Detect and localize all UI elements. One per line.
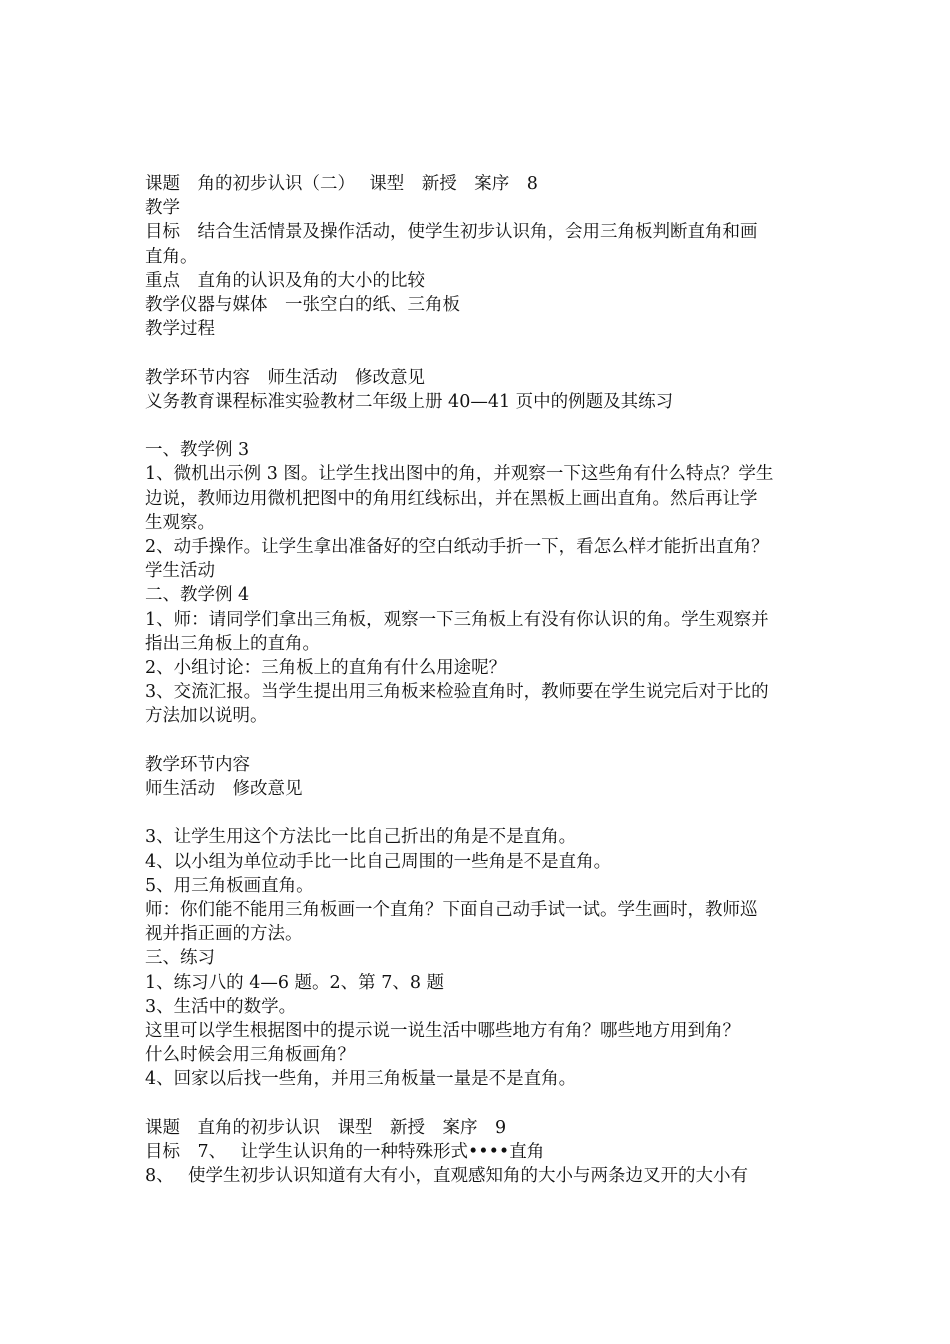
lesson-title-line: 课题 直角的初步认识 课型 新授 案序 9 bbox=[145, 1117, 507, 1138]
text-line: 3、生活中的数学。 bbox=[145, 996, 297, 1017]
text-line: 视并指正画的方法。 bbox=[145, 924, 303, 945]
text-line: 指出三角板上的直角。 bbox=[145, 633, 320, 654]
blank-line bbox=[145, 414, 815, 438]
text-line: 义务教育课程标准实验教材二年级上册 40—41 页中的例题及其练习 bbox=[145, 391, 674, 412]
text-line: 4、回家以后找一些角，并用三角板量一量是不是直角。 bbox=[145, 1069, 577, 1090]
section-heading: 一、教学例 3 bbox=[145, 440, 250, 461]
text-line: 1、师：请同学们拿出三角板，观察一下三角板上有没有你认识的角。学生观察并 bbox=[145, 609, 769, 630]
key-point-line: 重点 直角的认识及角的大小的比较 bbox=[145, 270, 425, 291]
text-line: 方法加以说明。 bbox=[145, 706, 268, 727]
text-line: 3、交流汇报。当学生提出用三角板来检验直角时，教师要在学生说完后对于比的 bbox=[145, 682, 769, 703]
blank-line bbox=[145, 341, 815, 365]
text-line: 1、练习八的 4—6 题。2、第 7、8 题 bbox=[145, 972, 445, 993]
text-line: 5、用三角板画直角。 bbox=[145, 875, 314, 896]
text-line: 2、动手操作。让学生拿出准备好的空白纸动手折一下，看怎么样才能折出直角？ bbox=[145, 537, 769, 558]
document-body bbox=[145, 172, 815, 1188]
text-line: 教学 bbox=[145, 198, 180, 219]
text-line: 学生活动 bbox=[145, 561, 215, 582]
section-heading: 二、教学例 4 bbox=[145, 585, 250, 606]
text-line: 师：你们能不能用三角板画一个直角？下面自己动手试一试。学生画时，教师巡 bbox=[145, 900, 758, 921]
blank-line bbox=[145, 729, 815, 753]
text-line: 直角。 bbox=[145, 246, 198, 267]
text-line: 这里可以学生根据图中的提示说一说生活中哪些地方有角？哪些地方用到角？ bbox=[145, 1021, 740, 1042]
text-line: 8、 使学生初步认识知道有大有小，直观感知角的大小与两条边叉开的大小有 bbox=[145, 1166, 748, 1187]
text-line: 边说，教师边用微机把图中的角用红线标出，并在黑板上画出直角。然后再让学 bbox=[145, 488, 758, 509]
table-header-line: 教学环节内容 bbox=[145, 754, 250, 775]
text-line: 3、让学生用这个方法比一比自己折出的角是不是直角。 bbox=[145, 827, 577, 848]
text-line: 1、微机出示例 3 图。让学生找出图中的角，并观察一下这些角有什么特点？学生 bbox=[145, 464, 774, 485]
objective-line: 目标 7、 让学生认识角的一种特殊形式••••直角 bbox=[145, 1142, 545, 1163]
lesson-title-line: 课题 角的初步认识（二） 课型 新授 案序 8 bbox=[145, 174, 538, 194]
text-line: 2、小组讨论：三角板上的直角有什么用途呢？ bbox=[145, 658, 507, 679]
section-heading: 教学过程 bbox=[145, 319, 215, 340]
table-header-line: 师生活动 修改意见 bbox=[145, 779, 303, 800]
table-header-line: 教学环节内容 师生活动 修改意见 bbox=[145, 367, 425, 388]
text-line: 什么时候会用三角板画角？ bbox=[145, 1045, 355, 1066]
text-line: 4、以小组为单位动手比一比自己周围的一些角是不是直角。 bbox=[145, 851, 612, 872]
blank-line bbox=[145, 1092, 815, 1116]
materials-line: 教学仪器与媒体 一张空白的纸、三角板 bbox=[145, 295, 460, 316]
text-line: 生观察。 bbox=[145, 512, 215, 533]
objective-line: 目标 结合生活情景及操作活动，使学生初步认识角，会用三角板判断直角和画 bbox=[145, 222, 758, 243]
blank-line bbox=[145, 801, 815, 825]
section-heading: 三、练习 bbox=[145, 948, 215, 969]
